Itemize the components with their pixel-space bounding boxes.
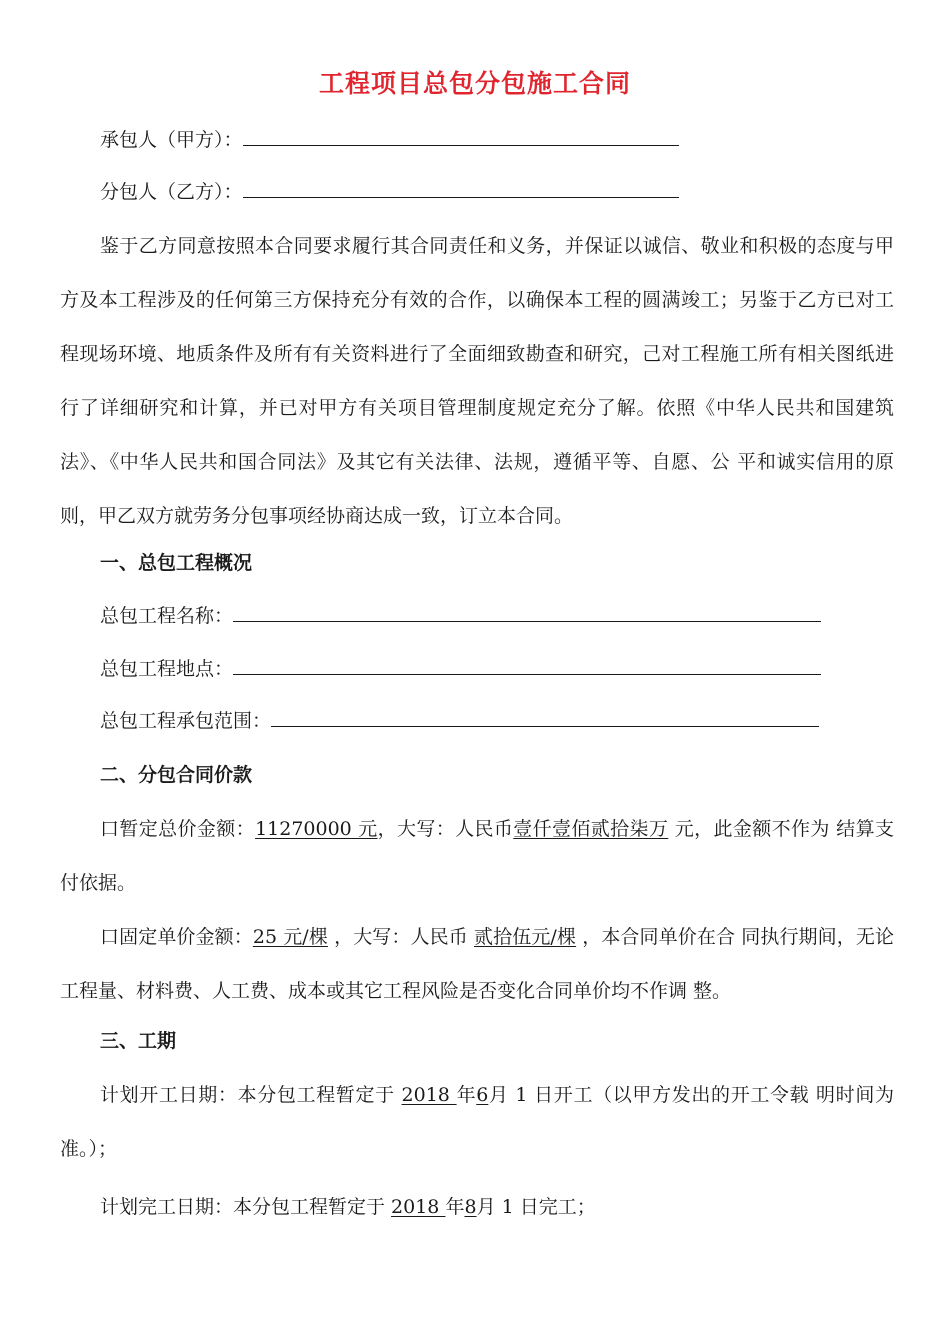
- section3-heading: 三、工期: [100, 1030, 177, 1052]
- project-location-label: 总包工程地点：: [100, 658, 234, 680]
- party-a-blank: [243, 127, 679, 146]
- project-name-line: [100, 601, 821, 631]
- preamble-paragraph: 鉴于乙方同意按照本合同要求履行其合同责任和义务，并保证以诚信、敬业和积极的态度与甲方及本工程涉及的任何第三方保持充分有效的合作，以确保本工程的圆满竣工；另鉴于乙方已对工程现场环境、地质条件及所有有关资料进行了全面细致勘查和研究，己对工程施工所有相关图纸进行了详细研究和计算，并已对甲方有关项目管理制度规定充分了解。依照《中华人民共和国建筑法》、《中华人民共和国合同法》及其它有关法律、法规，遵循平等、自愿、公 平和诚实信用的原则，甲乙双方就劳务分包事项经协商达成一致，订立本合同。: [60, 235, 894, 527]
- unit-price-paragraph: [60, 910, 894, 1018]
- end-year-unit: 年: [445, 1196, 465, 1218]
- party-b-line: [100, 177, 679, 207]
- end-month: 8: [464, 1196, 477, 1218]
- project-name-blank: [233, 603, 821, 622]
- total-price-paragraph: [60, 802, 894, 910]
- project-location-blank: [233, 656, 821, 675]
- project-scope-line: [100, 706, 819, 736]
- unit-price-mid: ，大写：人民币: [327, 926, 474, 948]
- unit-price-prefix: 口固定单价金额：: [100, 926, 253, 948]
- project-name-label: 总包工程名称：: [100, 605, 234, 627]
- unit-price-amount: 25 元/棵: [252, 926, 328, 948]
- start-month: 6: [476, 1084, 489, 1106]
- project-location-line: [100, 654, 821, 684]
- party-b-blank: [243, 179, 679, 198]
- project-scope-label: 总包工程承包范围：: [100, 710, 272, 732]
- total-price-amount: 11270000 元: [255, 818, 378, 840]
- total-price-suffix: 元，此金额不作为 结算支付依据。: [60, 818, 894, 894]
- total-price-mid: ，大写：人民币: [377, 818, 514, 840]
- section2-heading: 二、分包合同价款: [100, 764, 253, 786]
- end-year: 2018: [391, 1196, 446, 1218]
- section1-heading: 一、总包工程概况: [100, 552, 253, 574]
- unit-price-suffix: ，本合同单价在合 同执行期间，无论工程量、材料费、人工费、成本或其它工程风险是否变化合同单价均不作调 整。: [60, 926, 894, 1002]
- start-date-paragraph: [60, 1068, 894, 1176]
- party-a-line: [100, 125, 679, 155]
- total-price-prefix: 口暂定总价金额：: [100, 818, 256, 840]
- total-price-uppercase: 壹仟壹佰贰拾柒万: [513, 818, 669, 840]
- party-b-label: 分包人（乙方）：: [100, 181, 243, 203]
- start-date-rest: 月 1 日开工（以甲方发出的开工令载 明时间为准。）；: [60, 1084, 894, 1160]
- start-year-unit: 年: [456, 1084, 477, 1106]
- unit-price-uppercase: 贰拾伍元/棵: [474, 926, 577, 948]
- start-year: 2018: [401, 1084, 457, 1106]
- end-date-prefix: 计划完工日期：本分包工程暂定于: [100, 1196, 392, 1218]
- start-date-prefix: 计划开工日期：本分包工程暂定于: [100, 1084, 402, 1106]
- end-date-paragraph: [60, 1180, 894, 1234]
- project-scope-blank: [271, 708, 819, 727]
- end-date-rest: 月 1 日完工；: [476, 1196, 596, 1218]
- party-a-label: 承包人（甲方）：: [100, 129, 243, 151]
- document-title: 工程项目总包分包施工合同: [318, 69, 631, 98]
